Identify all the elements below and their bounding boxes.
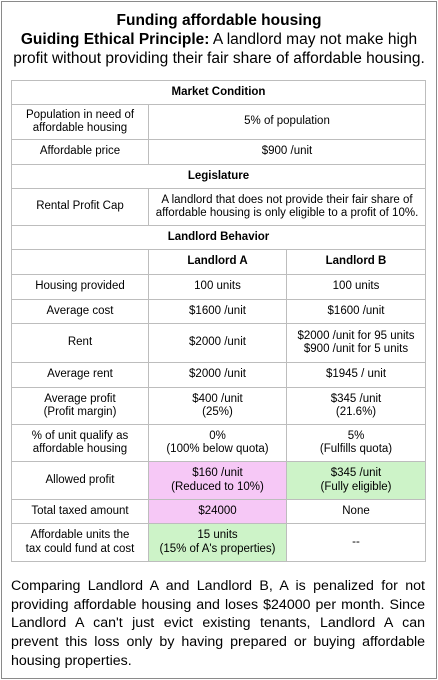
- principle-label: Guiding Ethical Principle:: [20, 31, 210, 48]
- cell-line: Average profit: [44, 392, 116, 405]
- cell-landlord-b: [287, 425, 426, 462]
- cell-landlord-b: $1600 /unit: [287, 300, 426, 324]
- table-row: [12, 275, 426, 300]
- principle-text: A landlord may not make high profit without providing their fair share of affordable housing.: [13, 31, 425, 67]
- cell-line: $345 /unit: [330, 467, 382, 479]
- row-label: Population in need of affordable housing: [12, 105, 149, 140]
- cell-line: 15 units: [197, 529, 238, 541]
- row-label: Affordable price: [12, 140, 149, 165]
- section-row-behavior: [12, 226, 426, 250]
- row-label: Average rent: [12, 363, 149, 388]
- column-header-landlord-b: Landlord B: [287, 250, 426, 275]
- cell-landlord-a: 100 units: [149, 275, 287, 300]
- section-heading-legislature: Legislature: [12, 165, 426, 189]
- cell-landlord-a: [149, 425, 287, 462]
- section-row-market: [12, 81, 426, 105]
- row-label: Rental Profit Cap: [12, 189, 149, 226]
- column-header-empty: [12, 250, 149, 275]
- cell-landlord-a-highlight: $24000: [149, 500, 287, 524]
- row-value: A landlord that does not provide their fair share of affordable housing is only eligible to a profit of 10%.: [149, 189, 426, 226]
- cell-landlord-a: $2000 /unit: [149, 363, 287, 388]
- row-label: [12, 425, 149, 462]
- cell-line: (Fulfills quota): [319, 443, 393, 455]
- cell-line: $160 /unit: [192, 467, 243, 479]
- row-label: Rent: [12, 324, 149, 363]
- cell-landlord-b: 100 units: [287, 275, 426, 300]
- header: [4, 11, 434, 68]
- cell-line: (Profit margin): [43, 406, 117, 418]
- cell-line: % of unit qualify as: [31, 429, 129, 442]
- cell-line: Affordable units the: [30, 529, 130, 541]
- cell-line: 5%: [347, 429, 365, 442]
- conclusion-paragraph: Comparing Landlord A and Landlord B, A is penalized for not providing affordable housing and loses $24000 per month. Since Landlord A can't just evict existing tenants, Landlord A can prevent this loss only by having prepared or buying affordable housing properties.: [11, 578, 425, 669]
- cell-line: (Fully eligible): [320, 480, 392, 493]
- row-label: Housing provided: [12, 275, 149, 300]
- cell-landlord-a-highlight: [149, 462, 287, 500]
- row-label: [12, 524, 149, 562]
- cell-landlord-b: $1945 / unit: [287, 363, 426, 388]
- table-row: [12, 324, 426, 363]
- cell-line: (21.6%): [335, 406, 377, 418]
- cell-landlord-b: --: [287, 524, 426, 562]
- section-row-legislature: [12, 165, 426, 189]
- guiding-principle: [4, 30, 434, 68]
- row-value: $900 /unit: [149, 140, 426, 165]
- cell-landlord-b: [287, 324, 426, 363]
- cell-line: (15% of A's properties): [159, 542, 276, 555]
- cell-line: tax could fund at cost: [25, 542, 135, 555]
- row-label: Average cost: [12, 300, 149, 324]
- table-row: [12, 105, 426, 140]
- table-row: [12, 363, 426, 388]
- cell-line: $400 /unit: [192, 392, 243, 405]
- table-row: [12, 524, 426, 562]
- table-row: [12, 500, 426, 524]
- table-row: [12, 425, 426, 462]
- document-title: Funding affordable housing: [116, 12, 322, 29]
- cell-landlord-a: $2000 /unit: [149, 324, 287, 363]
- cell-line: (100% below quota): [166, 443, 269, 455]
- column-header-row: [12, 250, 426, 275]
- row-value: 5% of population: [149, 105, 426, 140]
- cell-line: $345 /unit: [330, 392, 382, 405]
- table-row: [12, 140, 426, 165]
- cell-landlord-b: None: [287, 500, 426, 524]
- cell-line: (Reduced to 10%): [171, 480, 264, 493]
- table-row: [12, 300, 426, 324]
- cell-line: affordable housing: [32, 443, 128, 455]
- section-heading-behavior: Landlord Behavior: [12, 226, 426, 250]
- cell-line: 0%: [209, 429, 226, 442]
- table-row: [12, 189, 426, 226]
- cell-landlord-a: $1600 /unit: [149, 300, 287, 324]
- cell-landlord-a-highlight: [149, 524, 287, 562]
- cell-line: (25%): [202, 406, 233, 418]
- row-label: Total taxed amount: [12, 500, 149, 524]
- comparison-table: [11, 80, 426, 562]
- cell-landlord-b-highlight: [287, 462, 426, 500]
- table-row: [12, 462, 426, 500]
- cell-line: $2000 /unit for 95 units: [297, 329, 415, 342]
- cell-landlord-b: [287, 388, 426, 425]
- cell-line: $900 /unit for 5 units: [303, 343, 409, 355]
- row-label: Allowed profit: [12, 462, 149, 500]
- column-header-landlord-a: Landlord A: [149, 250, 287, 275]
- cell-landlord-a: [149, 388, 287, 425]
- table-row: [12, 388, 426, 425]
- section-heading-market: Market Condition: [12, 81, 426, 105]
- row-label: [12, 388, 149, 425]
